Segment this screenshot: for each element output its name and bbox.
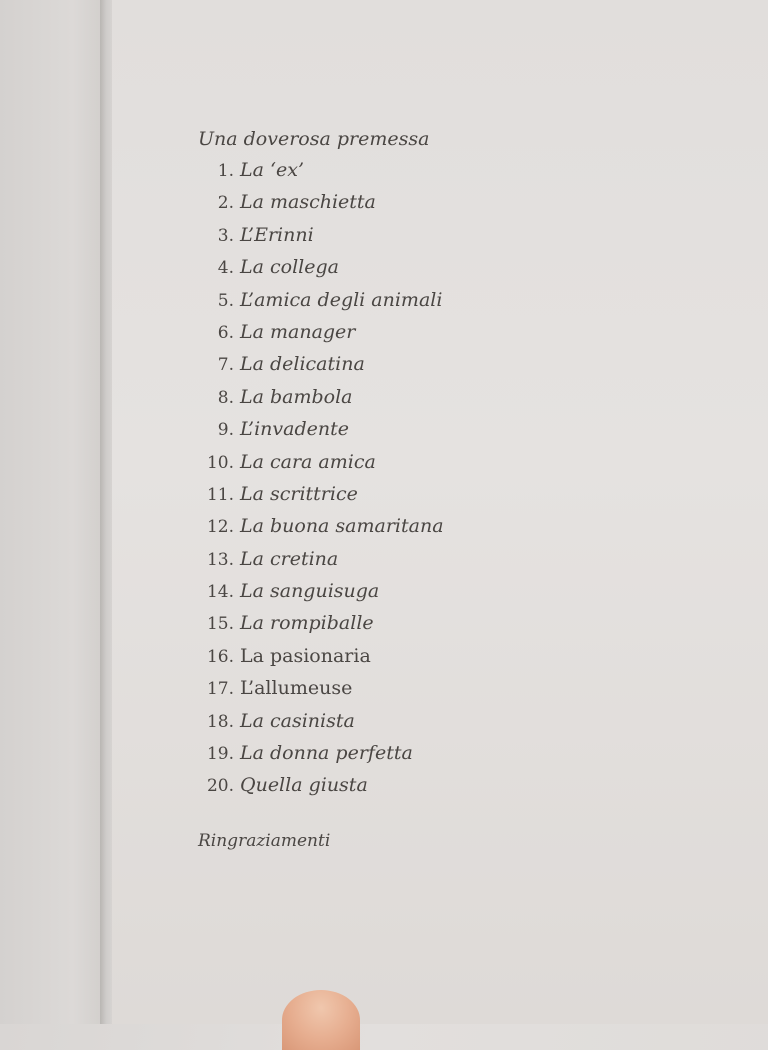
toc-entry-number: 3. xyxy=(217,225,234,246)
toc-entry-number: 18. xyxy=(206,711,234,732)
toc-heading: Una doverosa premessa xyxy=(198,128,430,150)
toc-entry-title: La bambola xyxy=(240,385,353,408)
toc-entry-number: 20. xyxy=(206,776,234,797)
toc-entry-number: 14. xyxy=(206,582,234,603)
toc-entry xyxy=(198,672,598,704)
toc-entry-title: La rompiballe xyxy=(240,612,374,635)
toc-entry-number: 2. xyxy=(217,193,234,214)
toc-entry-title: La sanguisuga xyxy=(240,580,380,603)
toc-entry xyxy=(198,186,598,218)
toc-entry-number: 15. xyxy=(206,614,234,635)
toc-entry xyxy=(198,219,598,251)
table-of-contents xyxy=(198,124,598,854)
toc-entry-title: Quella giusta xyxy=(240,774,368,797)
toc-entry-number: 8. xyxy=(217,387,234,408)
toc-entry xyxy=(198,510,598,542)
toc-entry xyxy=(198,284,598,316)
toc-entry xyxy=(198,348,598,380)
toc-entry-title: La cretina xyxy=(240,547,339,570)
toc-entry xyxy=(198,316,598,348)
toc-entry-number: 10. xyxy=(206,452,234,473)
toc-entry-title: La cara amica xyxy=(240,450,376,473)
toc-entry-number: 17. xyxy=(206,679,234,700)
toc-entry-number: 6. xyxy=(217,322,234,343)
toc-entry-title: La ‘ex’ xyxy=(240,159,305,181)
toc-entry-number: 1. xyxy=(217,161,234,181)
toc-entry-title: L’amica degli animali xyxy=(240,288,443,311)
toc-entry xyxy=(198,640,598,672)
toc-footer: Ringraziamenti xyxy=(198,830,331,851)
toc-entry-title: L’Erinni xyxy=(240,223,314,246)
finger-thumb xyxy=(282,990,360,1050)
toc-entry-title: La donna perfetta xyxy=(240,742,413,765)
toc-entry xyxy=(198,413,598,445)
toc-entry-number: 13. xyxy=(206,549,234,570)
toc-entry-number: 12. xyxy=(206,517,234,538)
toc-entry-number: 11. xyxy=(206,484,234,505)
toc-entry-number: 7. xyxy=(217,355,234,376)
toc-entry xyxy=(198,769,598,801)
left-page xyxy=(0,0,104,1024)
toc-entry xyxy=(198,737,598,769)
toc-entry-title: La buona samaritana xyxy=(240,515,444,538)
toc-entry-title: La delicatina xyxy=(240,353,365,376)
toc-entry-number: 19. xyxy=(206,744,234,765)
toc-entry-title: La casinista xyxy=(240,709,355,732)
toc-entry xyxy=(198,381,598,413)
toc-entry-number: 5. xyxy=(217,290,234,311)
toc-entry-title: La maschietta xyxy=(240,191,376,214)
toc-entry-number: 16. xyxy=(206,646,234,667)
toc-entry xyxy=(198,251,598,283)
toc-entry-title: La collega xyxy=(240,256,339,279)
toc-entry xyxy=(198,705,598,737)
toc-entry xyxy=(198,478,598,510)
toc-entry-title: L’allumeuse xyxy=(240,677,353,700)
toc-entry-title: L’invadente xyxy=(240,418,349,441)
toc-entry-number: 9. xyxy=(217,420,234,441)
toc-entry-number: 4. xyxy=(217,258,234,279)
toc-entry xyxy=(198,154,598,186)
toc-entry xyxy=(198,607,598,639)
toc-entry xyxy=(198,543,598,575)
toc-entry-title: La pasionaria xyxy=(240,644,371,667)
toc-entry-title: La scrittrice xyxy=(240,482,358,505)
toc-entry xyxy=(198,446,598,478)
toc-entry-title: La manager xyxy=(240,320,356,343)
toc-entry xyxy=(198,575,598,607)
toc-list xyxy=(198,154,598,802)
